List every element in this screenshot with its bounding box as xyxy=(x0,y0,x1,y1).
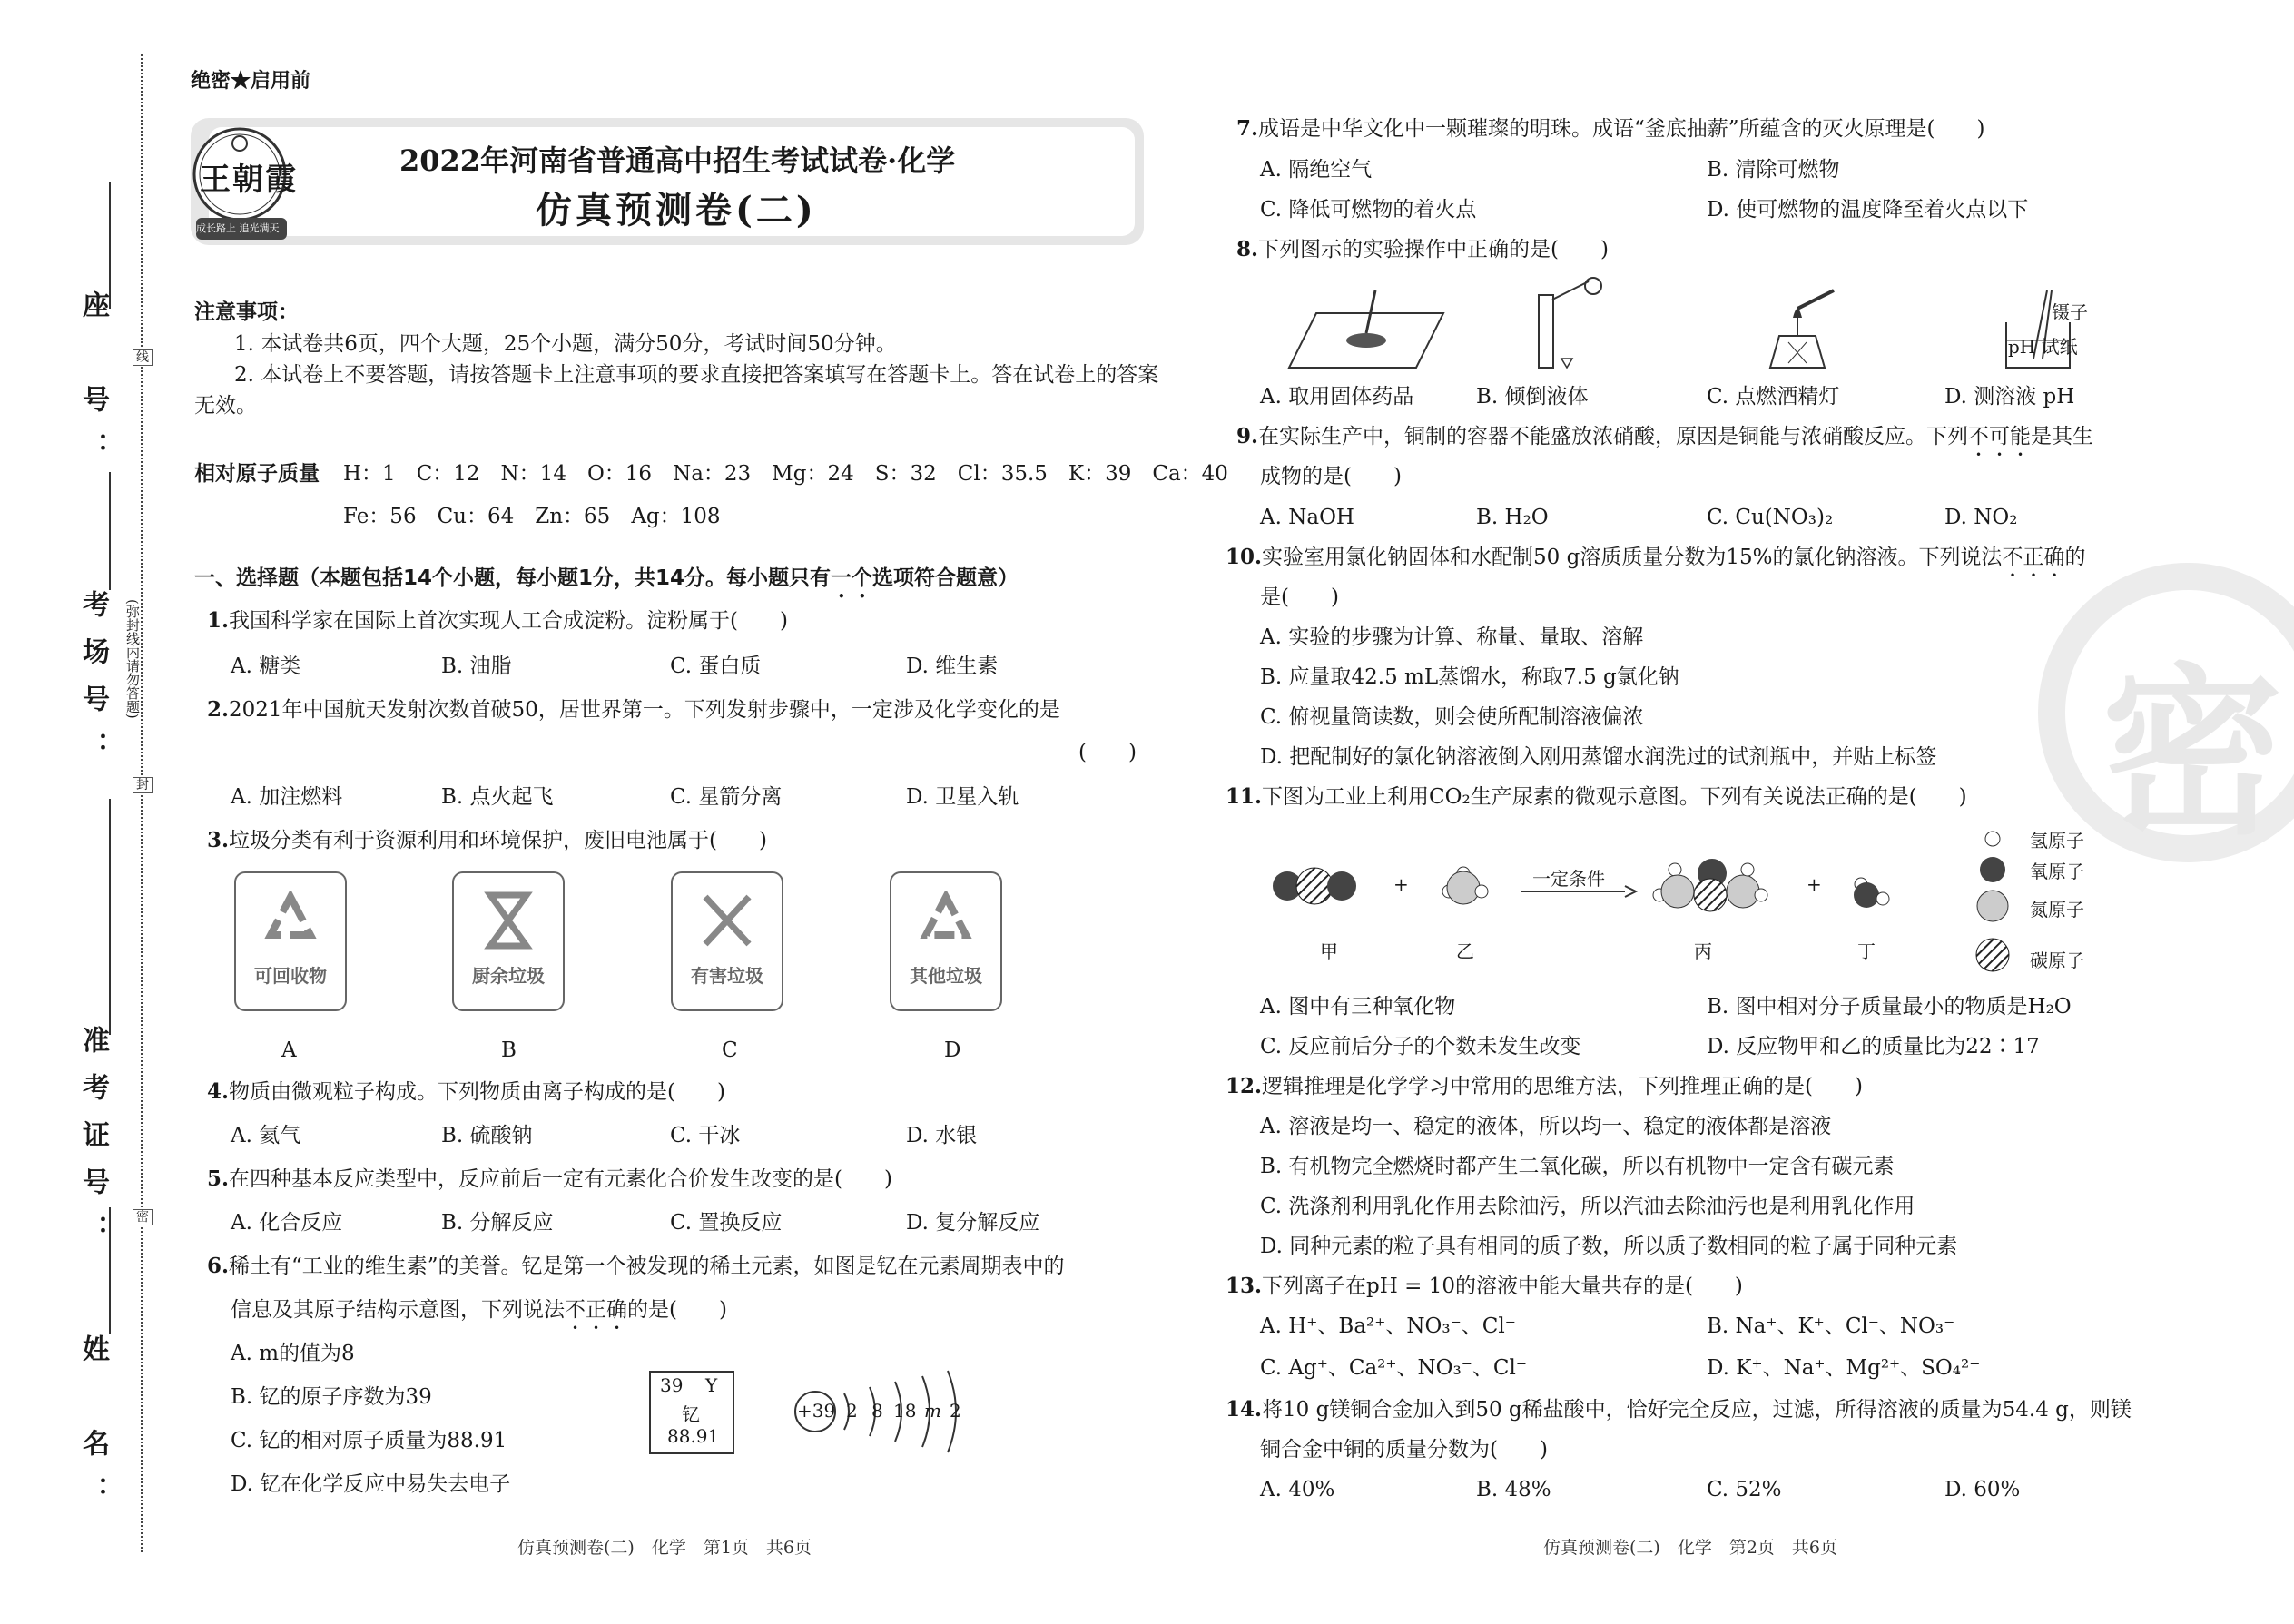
question-2: 2.2021年中国航天发射次数首破50，居世界第一。下列发射步骤中，一定涉及化学变化的是 xyxy=(207,697,1060,722)
question-10-line2: 是( ) xyxy=(1260,586,1339,609)
shell-2: 8 xyxy=(871,1400,883,1422)
question-10-option-d[interactable]: D. 把配制好的氯化钠溶液倒入刚用蒸馏水润洗过的试剂瓶中，并贴上标签 xyxy=(1260,745,1937,769)
option[interactable]: D. 卫星入轨 xyxy=(906,785,1019,809)
note-2: 2. 本试卷上不要答题，请按答题卡上注意事项的要求直接把答案填写在答题卡上。答在试卷上的答案 xyxy=(234,363,1159,387)
question-9-option-c[interactable]: C. Cu(NO₃)₂ xyxy=(1707,506,1834,529)
question-13-option-c[interactable]: C. Ag⁺、Ca²⁺、NO₃⁻、Cl⁻ xyxy=(1260,1356,1527,1380)
ph-paper-label: pH 试纸 xyxy=(2008,336,2078,358)
exam-title: 2022年河南省普通高中招生考试试卷·化学 xyxy=(399,143,956,178)
atomic-mass: 88.91 xyxy=(667,1425,720,1447)
question-1: 1.我国科学家在国际上首次实现人工合成淀粉。淀粉属于( ) xyxy=(207,608,788,633)
question-8-option-d[interactable]: D. 测溶液 pH xyxy=(1944,385,2075,408)
option[interactable]: B. 点火起飞 xyxy=(441,785,554,809)
question-14-option-d[interactable]: D. 60% xyxy=(1944,1478,2021,1501)
confidential-label: 绝密★启用前 xyxy=(191,69,311,93)
question-12-option-b[interactable]: B. 有机物完全燃烧时都产生二氧化碳，所以有机物中一定含有碳元素 xyxy=(1260,1155,1895,1178)
question-9: 9.在实际生产中，铜制的容器不能盛放浓硝酸，原因是铜能与浓硝酸反应。下列不可能是其生 xyxy=(1236,424,2094,448)
note-1: 1. 本试卷共6页，四个大题，25个小题，满分50分，考试时间50分钟。 xyxy=(234,332,897,356)
molecule-name-yi: 乙 xyxy=(1456,940,1474,962)
recyclable-bin[interactable] xyxy=(234,871,347,1011)
question-14-option-a[interactable]: A. 40% xyxy=(1260,1478,1335,1501)
question-1-options xyxy=(231,651,998,682)
bin-label: 厨余垃圾 xyxy=(472,965,545,987)
option[interactable]: D. 水银 xyxy=(906,1124,978,1147)
question-8-option-a[interactable]: A. 取用固体药品 xyxy=(1260,385,1414,408)
question-11: 11.下图为工业上利用CO₂生产尿素的微观示意图。下列有关说法正确的是( ) xyxy=(1226,784,1967,809)
brand-name: 王朝霞 xyxy=(200,162,298,198)
watermark-char: 密 xyxy=(2102,646,2284,860)
question-14-option-c[interactable]: C. 52% xyxy=(1707,1478,1782,1501)
seal-box-line: 线 xyxy=(133,349,153,366)
question-11-option-a[interactable]: A. 图中有三种氧化物 xyxy=(1260,995,1456,1019)
question-6-line2: 信息及其原子结构示意图，下列说法不正确的是( ) xyxy=(231,1298,727,1322)
question-13-option-d[interactable]: D. K⁺、Na⁺、Mg²⁺、SO₄²⁻ xyxy=(1707,1356,1981,1380)
question-6: 6.稀土有“工业的维生素”的美誉。钇是第一个被发现的稀土元素，如图是钇在元素周期表中的 xyxy=(207,1254,1065,1278)
question-10-option-c[interactable]: C. 俯视量筒读数，则会使所配制溶液偏浓 xyxy=(1260,705,1644,729)
kitchen-waste-bin[interactable] xyxy=(452,871,565,1011)
question-7-option-a[interactable]: A. 隔绝空气 xyxy=(1260,158,1373,182)
seal-box-seal: 封 xyxy=(133,777,153,793)
hourglass-icon xyxy=(481,891,536,950)
option[interactable]: C. 置换反应 xyxy=(670,1211,783,1235)
legend-carbon: 碳原子 xyxy=(2030,950,2084,971)
option[interactable]: C. 星箭分离 xyxy=(670,785,783,809)
question-7-option-b[interactable]: B. 清除可燃物 xyxy=(1707,158,1840,182)
atomic-mass-line1: H：1 C：12 N：14 O：16 Na：23 Mg：24 S：32 Cl：35.5 K：39 Ca：40 xyxy=(343,462,1228,486)
seat-label: 座 号： xyxy=(77,290,109,479)
atomic-mass-line2: Fe：56 Cu：64 Zn：65 Ag：108 xyxy=(343,505,721,528)
room-label: 考场号： xyxy=(77,590,109,779)
brand-tagline: 成长路上 追光满天 xyxy=(196,222,280,234)
notes-title: 注意事项： xyxy=(194,300,299,324)
question-11-option-b[interactable]: B. 图中相对分子质量最小的物质是H₂O xyxy=(1707,995,2072,1019)
seal-cut-line xyxy=(141,54,143,1552)
question-7-option-d[interactable]: D. 使可燃物的温度降至着火点以下 xyxy=(1707,198,2029,221)
option[interactable]: A. 化合反应 xyxy=(231,1211,343,1235)
option[interactable]: B. 分解反应 xyxy=(441,1211,554,1235)
option[interactable]: A. 加注燃料 xyxy=(231,785,343,809)
option[interactable]: C. 蛋白质 xyxy=(670,655,762,678)
question-14: 14.将10 g镁铜合金加入到50 g稀盐酸中，恰好完全反应，过滤，所得溶液的质量为54.4 g，则镁 xyxy=(1226,1397,2132,1422)
question-12: 12.逻辑推理是化学学习中常用的思维方法，下列推理正确的是( ) xyxy=(1226,1074,1863,1098)
seal-box-secret: 密 xyxy=(133,1209,153,1225)
question-7-option-c[interactable]: C. 降低可燃物的着火点 xyxy=(1260,198,1477,221)
shell-4: m xyxy=(924,1400,941,1422)
exam-subtitle: 仿真预测卷(二) xyxy=(536,189,817,231)
atomic-mass-label: 相对原子质量 xyxy=(194,462,320,486)
option[interactable]: A. 糖类 xyxy=(231,655,301,678)
question-12-option-d[interactable]: D. 同种元素的粒子具有相同的质子数，所以质子数相同的粒子属于同种元素 xyxy=(1260,1235,1958,1258)
option[interactable]: B. 油脂 xyxy=(441,655,512,678)
question-10: 10.实验室用氯化钠固体和水配制50 g溶质质量分数为15%的氯化钠溶液。下列说法不正确的 xyxy=(1226,545,2086,569)
shell-5: 2 xyxy=(950,1400,961,1422)
question-6-option-b[interactable]: B. 钇的原子序数为39 xyxy=(231,1385,432,1409)
reaction-condition: 一定条件 xyxy=(1532,868,1605,890)
question-14-option-b[interactable]: B. 48% xyxy=(1476,1478,1551,1501)
question-13: 13.下列离子在pH = 10的溶液中能大量共存的是( ) xyxy=(1226,1274,1743,1298)
name-label: 姓 名： xyxy=(77,1334,109,1523)
molecule-name-jia: 甲 xyxy=(1320,940,1338,962)
ticket-line[interactable] xyxy=(109,799,111,1035)
question-6-option-c[interactable]: C. 钇的相对原子质量为88.91 xyxy=(231,1429,507,1452)
question-8: 8.下列图示的实验操作中正确的是( ) xyxy=(1236,237,1609,261)
element-name: 钇 xyxy=(682,1403,700,1425)
hazardous-waste-bin[interactable] xyxy=(671,871,783,1011)
molecule-name-bing: 丙 xyxy=(1694,940,1712,962)
urea-reaction-diagram xyxy=(1262,817,2079,980)
question-13-option-a[interactable]: A. H⁺、Ba²⁺、NO₃⁻、Cl⁻ xyxy=(1260,1314,1516,1338)
molecule-name-ding: 丁 xyxy=(1857,940,1876,962)
question-9-line2: 成物的是( ) xyxy=(1260,465,1402,488)
question-13-option-b[interactable]: B. Na⁺、K⁺、Cl⁻、NO₃⁻ xyxy=(1707,1314,1955,1338)
seat-line[interactable] xyxy=(109,182,111,309)
bin-letter-a: A xyxy=(281,1038,297,1062)
question-4: 4.物质由微观粒子构成。下列物质由离子构成的是( ) xyxy=(207,1079,725,1104)
question-12-option-c[interactable]: C. 洗涤剂利用乳化作用去除油污，所以汽油去除油污也是利用乳化作用 xyxy=(1260,1195,1915,1218)
question-11-option-d[interactable]: D. 反应物甲和乙的质量比为22∶17 xyxy=(1707,1035,2040,1058)
option[interactable]: D. 维生素 xyxy=(906,655,999,678)
plus-sign-2: + xyxy=(1807,873,1822,895)
element-symbol: Y xyxy=(705,1374,718,1396)
recycle-icon xyxy=(263,891,318,946)
nucleus-charge: +39 xyxy=(797,1400,836,1422)
question-9-option-d[interactable]: D. NO₂ xyxy=(1944,506,2018,529)
question-12-option-a[interactable]: A. 溶液是均一、稳定的液体，所以均一、稳定的液体都是溶液 xyxy=(1260,1115,1832,1138)
question-6-option-d[interactable]: D. 钇在化学反应中易失去电子 xyxy=(231,1472,511,1496)
hazard-cross-icon xyxy=(700,891,754,950)
bin-letter-c: C xyxy=(722,1038,738,1062)
legend-oxygen: 氧原子 xyxy=(2030,861,2084,882)
experiment-illustrations xyxy=(1280,277,2097,377)
ticket-label: 准考证号： xyxy=(77,1026,109,1262)
seal-line-note: (弥封线内请勿答题) xyxy=(124,599,141,719)
question-11-option-c[interactable]: C. 反应前后分子的个数未发生改变 xyxy=(1260,1035,1581,1058)
option[interactable]: D. 复分解反应 xyxy=(906,1211,1040,1235)
bin-label: 其他垃圾 xyxy=(910,965,982,987)
question-4-options xyxy=(231,1120,977,1151)
footer-right: 仿真预测卷(二) 化学 第2页 共6页 xyxy=(1543,1538,1838,1558)
atomic-number: 39 xyxy=(660,1374,684,1396)
tweezers-label: 镊子 xyxy=(2052,301,2088,323)
plus-sign-1: + xyxy=(1393,873,1409,895)
name-line[interactable] xyxy=(109,1207,111,1334)
question-10-option-a[interactable]: A. 实验的步骤为计算、称量、量取、溶解 xyxy=(1260,625,1644,649)
legend-nitrogen: 氮原子 xyxy=(2030,899,2084,920)
option[interactable]: C. 干冰 xyxy=(670,1124,741,1147)
question-6-option-a[interactable]: A. m的值为8 xyxy=(231,1342,355,1365)
shell-1: 2 xyxy=(846,1400,858,1422)
bin-label: 可回收物 xyxy=(254,965,327,987)
question-3: 3.垃圾分类有利于资源利用和环境保护，废旧电池属于( ) xyxy=(207,828,767,852)
question-9-option-b[interactable]: B. H₂O xyxy=(1476,506,1549,529)
question-2-options xyxy=(231,782,1019,812)
shell-3: 18 xyxy=(893,1400,917,1422)
legend-hydrogen: 氢原子 xyxy=(2030,830,2084,851)
bin-label: 有害垃圾 xyxy=(691,965,763,987)
bin-letter-b: B xyxy=(501,1038,517,1062)
footer-left: 仿真预测卷(二) 化学 第1页 共6页 xyxy=(517,1538,812,1558)
question-5: 5.在四种基本反应类型中，反应前后一定有元素化合价发生改变的是( ) xyxy=(207,1166,892,1191)
question-2-answer-paren: ( ) xyxy=(1078,741,1137,764)
section-1-heading: 一、选择题（本题包括14个小题，每小题1分，共14分。每小题只有一个选项符合题意） xyxy=(194,566,1019,590)
question-9-option-a[interactable]: A. NaOH xyxy=(1260,506,1354,529)
question-5-options xyxy=(231,1207,1039,1238)
periodic-table-cell xyxy=(649,1371,734,1454)
question-7: 7.成语是中华文化中一颗璀璨的明珠。成语“釜底抽薪”所蕴含的灭火原理是( ) xyxy=(1236,116,1985,141)
option[interactable]: A. 氦气 xyxy=(231,1124,301,1147)
question-14-line2: 铜合金中铜的质量分数为( ) xyxy=(1260,1438,1548,1462)
question-10-option-b[interactable]: B. 应量取42.5 mL蒸馏水，称取7.5 g氯化钠 xyxy=(1260,665,1679,689)
atom-structure-diagram xyxy=(790,1362,971,1462)
note-3: 无效。 xyxy=(194,394,257,418)
other-waste-bin[interactable] xyxy=(890,871,1002,1011)
recycle-icon xyxy=(919,891,973,946)
room-line[interactable] xyxy=(109,472,111,590)
question-8-option-b[interactable]: B. 倾倒液体 xyxy=(1476,385,1589,408)
question-8-option-c[interactable]: C. 点燃酒精灯 xyxy=(1707,385,1840,408)
bin-letter-d: D xyxy=(944,1038,961,1062)
option[interactable]: B. 硫酸钠 xyxy=(441,1124,533,1147)
